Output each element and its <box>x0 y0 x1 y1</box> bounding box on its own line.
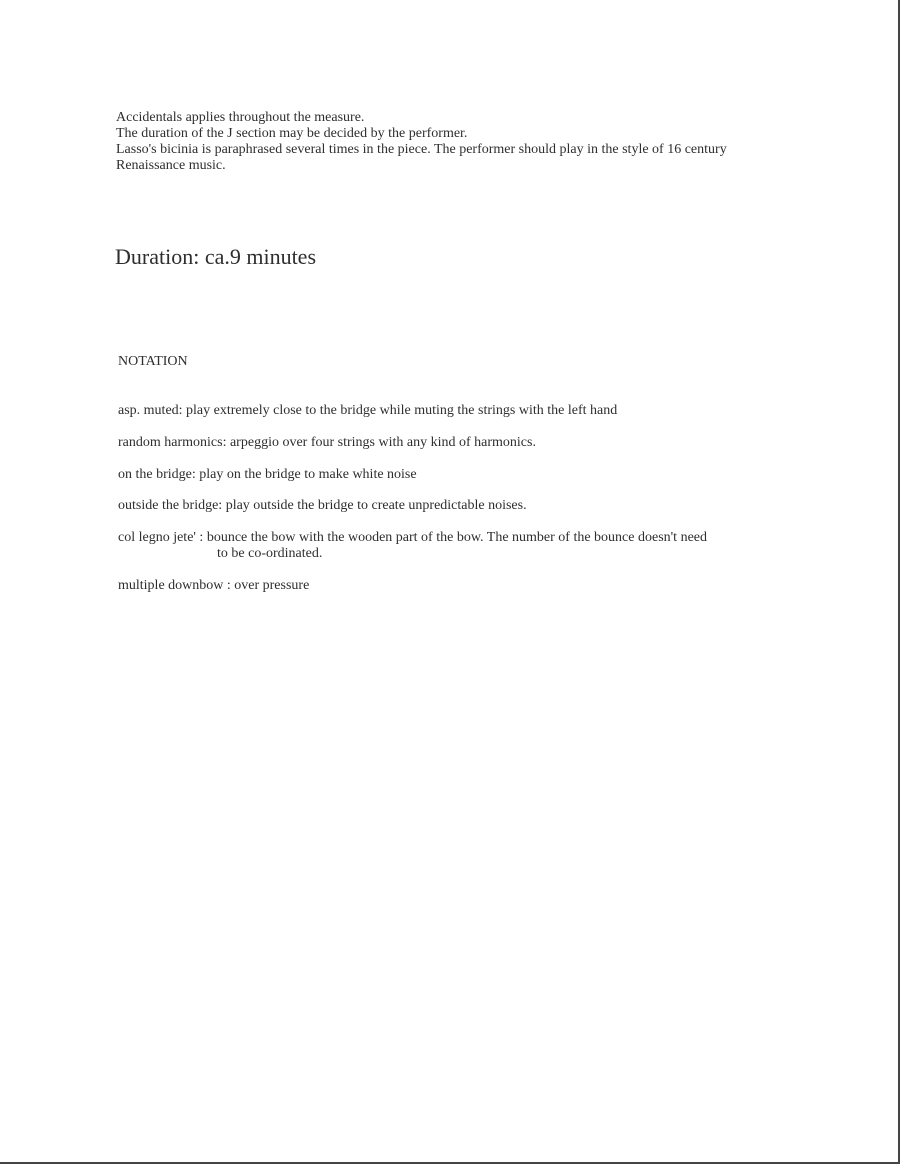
notation-heading: NOTATION <box>118 354 188 369</box>
notation-item-outside-the-bridge <box>118 498 527 514</box>
note-line-lasso: Lasso's bicinia is paraphrased several times in the piece. The performer should play in the style of 16 century <box>116 142 727 157</box>
notation-item-on-the-bridge <box>118 467 417 483</box>
notation-item-col-legno-jete <box>118 530 707 562</box>
duration-text: Duration: ca.9 minutes <box>115 244 317 269</box>
notation-item-text: outside the bridge: play outside the bridge to create unpredictable noises. <box>118 498 527 513</box>
performance-notes <box>116 110 836 174</box>
notation-item-text: multiple downbow : over pressure <box>118 578 310 593</box>
note-line-accidentals: Accidentals applies throughout the measure. <box>116 110 365 125</box>
notation-item-multiple-downbow <box>118 578 309 594</box>
notation-item-text: asp. muted: play extremely close to the bridge while muting the strings with the left hand <box>118 403 618 418</box>
notation-item-random-harmonics <box>118 435 536 451</box>
notation-item-asp-muted <box>118 403 617 419</box>
note-line-renaissance: Renaissance music. <box>116 158 226 173</box>
notation-item-text: random harmonics: arpeggio over four strings with any kind of harmonics. <box>118 435 536 450</box>
notation-item-continuation: to be co-ordinated. <box>217 546 323 561</box>
notation-item-text: on the bridge: play on the bridge to make white noise <box>118 467 417 482</box>
notation-item-text: col legno jete' : bounce the bow with the wooden part of the bow. The number of the bounce doesn't need <box>118 530 707 545</box>
note-line-j-section: The duration of the J section may be decided by the performer. <box>116 126 468 141</box>
